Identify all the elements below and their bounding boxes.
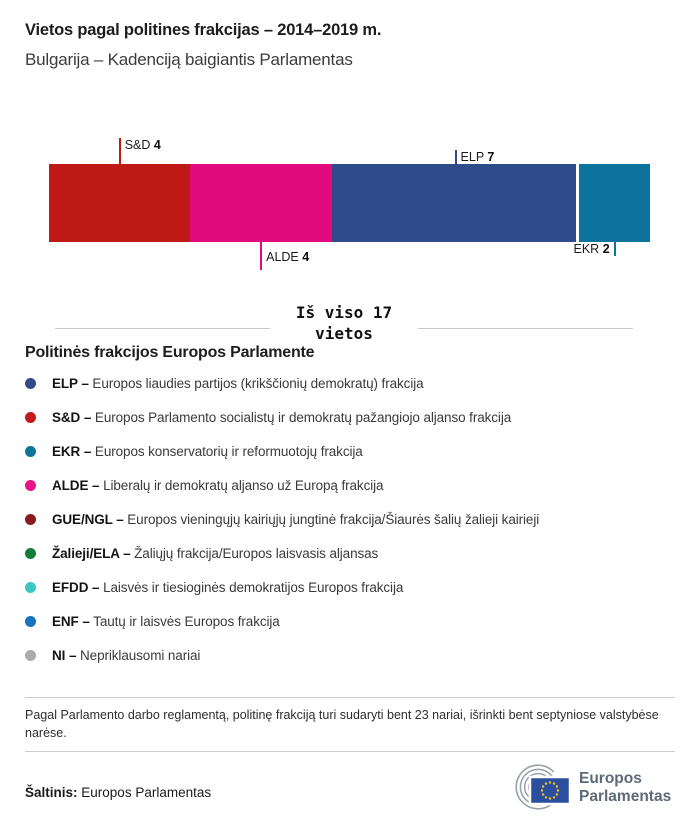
callout-faction-name: EKR — [573, 242, 603, 256]
legend-dot-icon — [25, 514, 36, 525]
legend-dot-icon — [25, 412, 36, 423]
callout-seat-count: 4 — [153, 138, 161, 152]
legend-item-guengl — [25, 502, 675, 536]
divider — [25, 697, 675, 698]
callout-faction-name: ELP — [460, 150, 488, 164]
logo-text-line2: Parlamentas — [579, 788, 672, 805]
legend-item-text: EKR – Europos konservatorių ir reformuotojų frakcija — [52, 443, 363, 459]
total-seats-label — [270, 302, 418, 344]
legend-item-enf — [25, 604, 675, 638]
legend-item-sd — [25, 400, 675, 434]
bar-segment-ekr — [579, 164, 650, 242]
callout-seat-count: 2 — [602, 242, 610, 256]
callout-tick-sd — [119, 138, 121, 164]
callout-seat-count: 4 — [302, 250, 310, 264]
total-seats-line1: Iš viso 17 — [295, 303, 393, 322]
european-parliament-logo — [503, 764, 675, 810]
callout-seat-count: 7 — [487, 150, 495, 164]
callout-faction-name: ALDE — [266, 250, 303, 264]
source-row — [25, 764, 675, 810]
total-seats — [55, 302, 633, 344]
callout-label-ekr — [574, 243, 610, 256]
legend-item-alde — [25, 468, 675, 502]
legend-dot-icon — [25, 378, 36, 389]
callout-faction-name: S&D — [124, 138, 154, 152]
logo-text-line1: Europos — [579, 770, 642, 787]
bar-segment-sd — [49, 164, 190, 242]
footnote: Pagal Parlamento darbo reglamentą, politinę frakciją turi sudaryti bent 23 nariai, išrinkti bent septyniose valstybėse narėse. — [25, 708, 659, 740]
legend-dot-icon — [25, 582, 36, 593]
legend-dot-icon — [25, 480, 36, 491]
legend-dot-icon — [25, 616, 36, 627]
page-title: Vietos pagal politines frakcijas – 2014–2019 m. — [25, 21, 382, 39]
legend-dot-icon — [25, 548, 36, 559]
callout-label-elp — [461, 151, 495, 164]
callout-tick-alde — [260, 242, 262, 270]
legend-item-ekr — [25, 434, 675, 468]
legend-dot-icon — [25, 446, 36, 457]
legend-item-elp — [25, 366, 675, 400]
legend-dot-icon — [25, 650, 36, 661]
legend-item-text: ALDE – Liberalų ir demokratų aljanso už Europą frakcija — [52, 477, 384, 493]
bar-segment-elp — [332, 164, 579, 242]
source-value: Europos Parlamentas — [81, 785, 212, 800]
total-right-rule — [418, 328, 633, 329]
divider — [25, 751, 675, 752]
bar-segment-alde — [190, 164, 331, 242]
source-line — [25, 785, 211, 800]
legend-item-text: Žalieji/ELA – Žaliųjų frakcija/Europos laisvasis aljansas — [52, 545, 379, 561]
legend-item-text: ELP – Europos liaudies partijos (krikščionių demokratų) frakcija — [52, 375, 424, 391]
legend-item-ni — [25, 638, 675, 672]
legend-heading: Politinės frakcijos Europos Parlamente — [25, 344, 315, 361]
seats-bar-chart — [49, 135, 650, 272]
legend-item-text: S&D – Europos Parlamento socialistų ir demokratų pažangiojo aljanso frakcija — [52, 409, 512, 425]
total-left-rule — [55, 328, 270, 329]
source-label: Šaltinis: — [25, 785, 78, 800]
page-subtitle: Bulgarija – Kadenciją baigiantis Parlamentas — [25, 50, 353, 69]
legend-list — [25, 366, 675, 672]
eu-flag-icon — [530, 777, 570, 804]
stacked-bar — [49, 164, 650, 242]
legend-item-efdd — [25, 570, 675, 604]
legend-item-text: GUE/NGL – Europos vieningųjų kairiųjų jungtinė frakcija/Šiaurės šalių žalieji kairieji — [52, 511, 540, 527]
total-seats-line2: vietos — [315, 324, 373, 343]
callout-label-sd — [125, 139, 161, 152]
legend-item-text: NI – Nepriklausomi nariai — [52, 647, 201, 663]
legend-item-text: ENF – Tautų ir laisvės Europos frakcija — [52, 613, 280, 629]
callout-tick-elp — [455, 150, 457, 164]
callout-tick-ekr — [614, 242, 616, 256]
callout-label-alde — [266, 251, 309, 264]
legend-item-aliejiela — [25, 536, 675, 570]
legend-item-text: EFDD – Laisvės ir tiesioginės demokratijos Europos frakcija — [52, 579, 404, 595]
